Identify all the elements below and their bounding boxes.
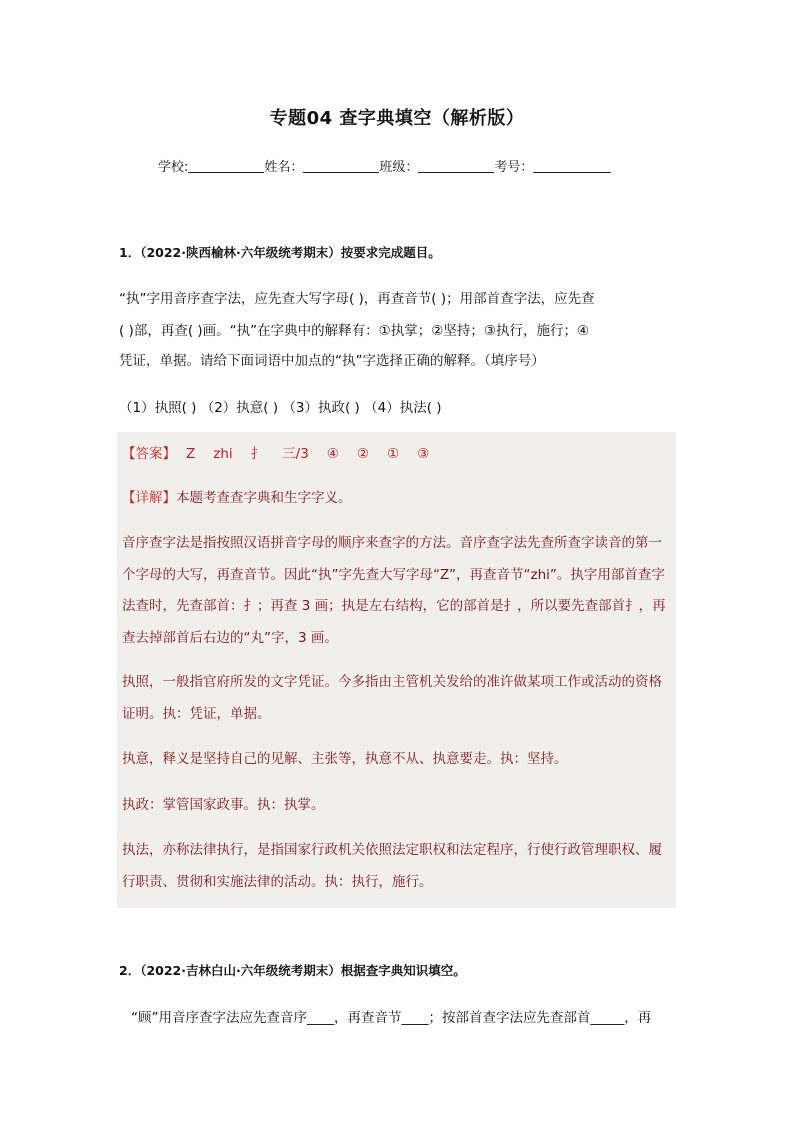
answer-item: ③ [417,446,430,462]
name-blank [303,158,379,173]
page-title: 专题04 查字典填空（解析版） [269,108,525,129]
answer-row [122,442,447,462]
detail-line: 执意，释义是坚持自己的见解、主张等，执意不从、执意要走。执：坚持。 [122,751,568,767]
question-1-line: ( )部，再查( )画。“执”在字典中的解释有：①执掌；②坚持；③执行，施行；④ [119,323,590,339]
detail-line: 法查时，先查部首：扌；再查 3 画；执是左右结构，它的部首是扌，所以要先查部首扌，再 [122,598,666,614]
number-label: 考号： [494,160,534,175]
detail-line: 证明。执：凭证，单据。 [122,706,271,722]
answer-item: zhi [213,446,233,462]
question-1-line: 凭证，单据。请给下面词语中加点的“执”字选择正确的解释。（填序号） [119,353,545,369]
detail-line: 查去掉部首后右边的“丸”字，3 画。 [122,630,338,646]
detail-line: 个字母的大写，再查音节。因此“执”字先查大写字母“Z”，再查音节“zhi”。执字用部首查字 [122,567,665,583]
question-2-heading: 2．（2022·吉林白山·六年级统考期末）根据查字典知识填空。 [119,963,466,978]
answer-item: 三/3 [282,446,309,462]
detail-line: 执照，一般指官府所发的文字凭证。今多指由主管机关发给的准许做某项工作或活动的资格 [122,674,662,690]
answer-item: ① [387,446,400,462]
answer-label: 【答案】 [122,446,176,462]
student-info-row [158,156,611,175]
detail-line: 行职责、贯彻和实施法律的活动。执：执行，施行。 [122,874,433,890]
answer-item: 扌 [250,446,265,462]
detail-line: 音序查字法是指按照汉语拼音字母的顺序来查字的方法。音序查字法先查所查字读音的第一 [122,535,662,551]
question-1-line: “执”字用音序查字法，应先查大写字母( )，再查音节( )；用部首查字法，应先查 [119,291,595,307]
answer-item: ② [356,446,370,462]
question-1-subitems: （1）执照( ) （2）执意( ) （3）执政( ) （4）执法( ) [119,400,442,416]
detail-intro-row [122,486,352,506]
detail-line: 执政：掌管国家政事。执：执掌。 [122,797,325,813]
question-1-heading: 1．（2022·陕西榆林·六年级统考期末）按要求完成题目。 [119,245,441,260]
detail-line: 执法，亦称法律执行，是指国家行政机关依照法定职权和法定程序，行使行政管理职权、履 [122,842,662,858]
answer-item: ④ [326,446,339,462]
detail-intro: 本题考查查字典和生字字义。 [176,490,352,506]
name-label: 姓名： [264,160,304,175]
class-blank [418,158,494,173]
detail-label: 【详解】 [122,490,176,506]
question-2-line: “顾”用音序查字法应先查音序____，再查音节____；按部首查字法应先查部首_____，再 [131,1010,652,1026]
school-blank [188,158,264,173]
answer-items [186,446,447,462]
class-label: 班级： [379,160,419,175]
number-blank [533,158,611,173]
answer-item: Z [186,446,196,462]
school-label: 学校: [158,160,189,175]
